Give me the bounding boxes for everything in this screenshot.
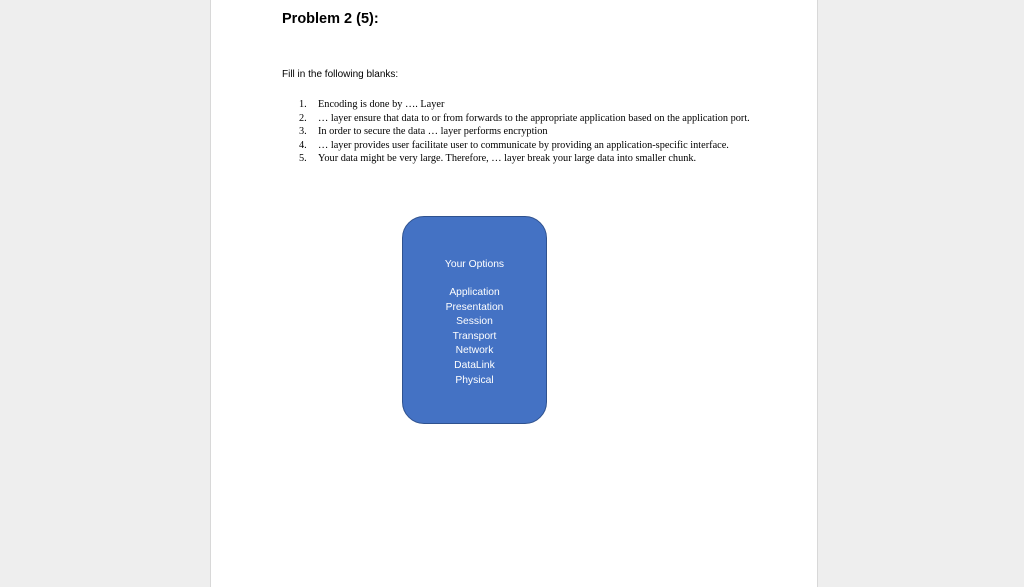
question-item (282, 125, 752, 139)
question-text: In order to secure the data … layer performs encryption (318, 126, 548, 138)
question-number: 5. (299, 153, 307, 165)
question-item (282, 112, 752, 126)
options-list (403, 286, 546, 388)
question-item (282, 98, 752, 112)
option-item: Physical (455, 374, 494, 386)
option-item: Application (449, 287, 500, 298)
question-text: … layer ensure that data to or from forwards to the appropriate application based on the application port. (318, 112, 750, 124)
question-item (282, 139, 752, 153)
question-text: Encoding is done by …. Layer (318, 99, 445, 110)
options-heading: Your Options (444, 259, 505, 270)
options-box (402, 216, 547, 424)
option-item: Presentation (445, 301, 504, 313)
option-item: Network (455, 345, 494, 357)
question-number: 1. (299, 99, 307, 110)
question-text: … layer provides user facilitate user to communicate by providing an application-specific interface. (318, 139, 729, 151)
problem-title: Problem 2 (5): (282, 11, 379, 27)
option-item: Transport (452, 330, 497, 342)
question-number: 4. (299, 139, 307, 151)
question-number: 3. (299, 126, 307, 138)
question-list (282, 98, 752, 166)
instruction-text: Fill in the following blanks: (282, 69, 399, 80)
document-page (210, 0, 818, 587)
question-text: Your data might be very large. Therefore, … layer break your large data into smaller chunk. (318, 153, 697, 165)
option-item: DataLink (454, 359, 495, 371)
option-item: Session (456, 316, 493, 328)
question-number: 2. (299, 112, 307, 124)
question-item (282, 152, 752, 166)
